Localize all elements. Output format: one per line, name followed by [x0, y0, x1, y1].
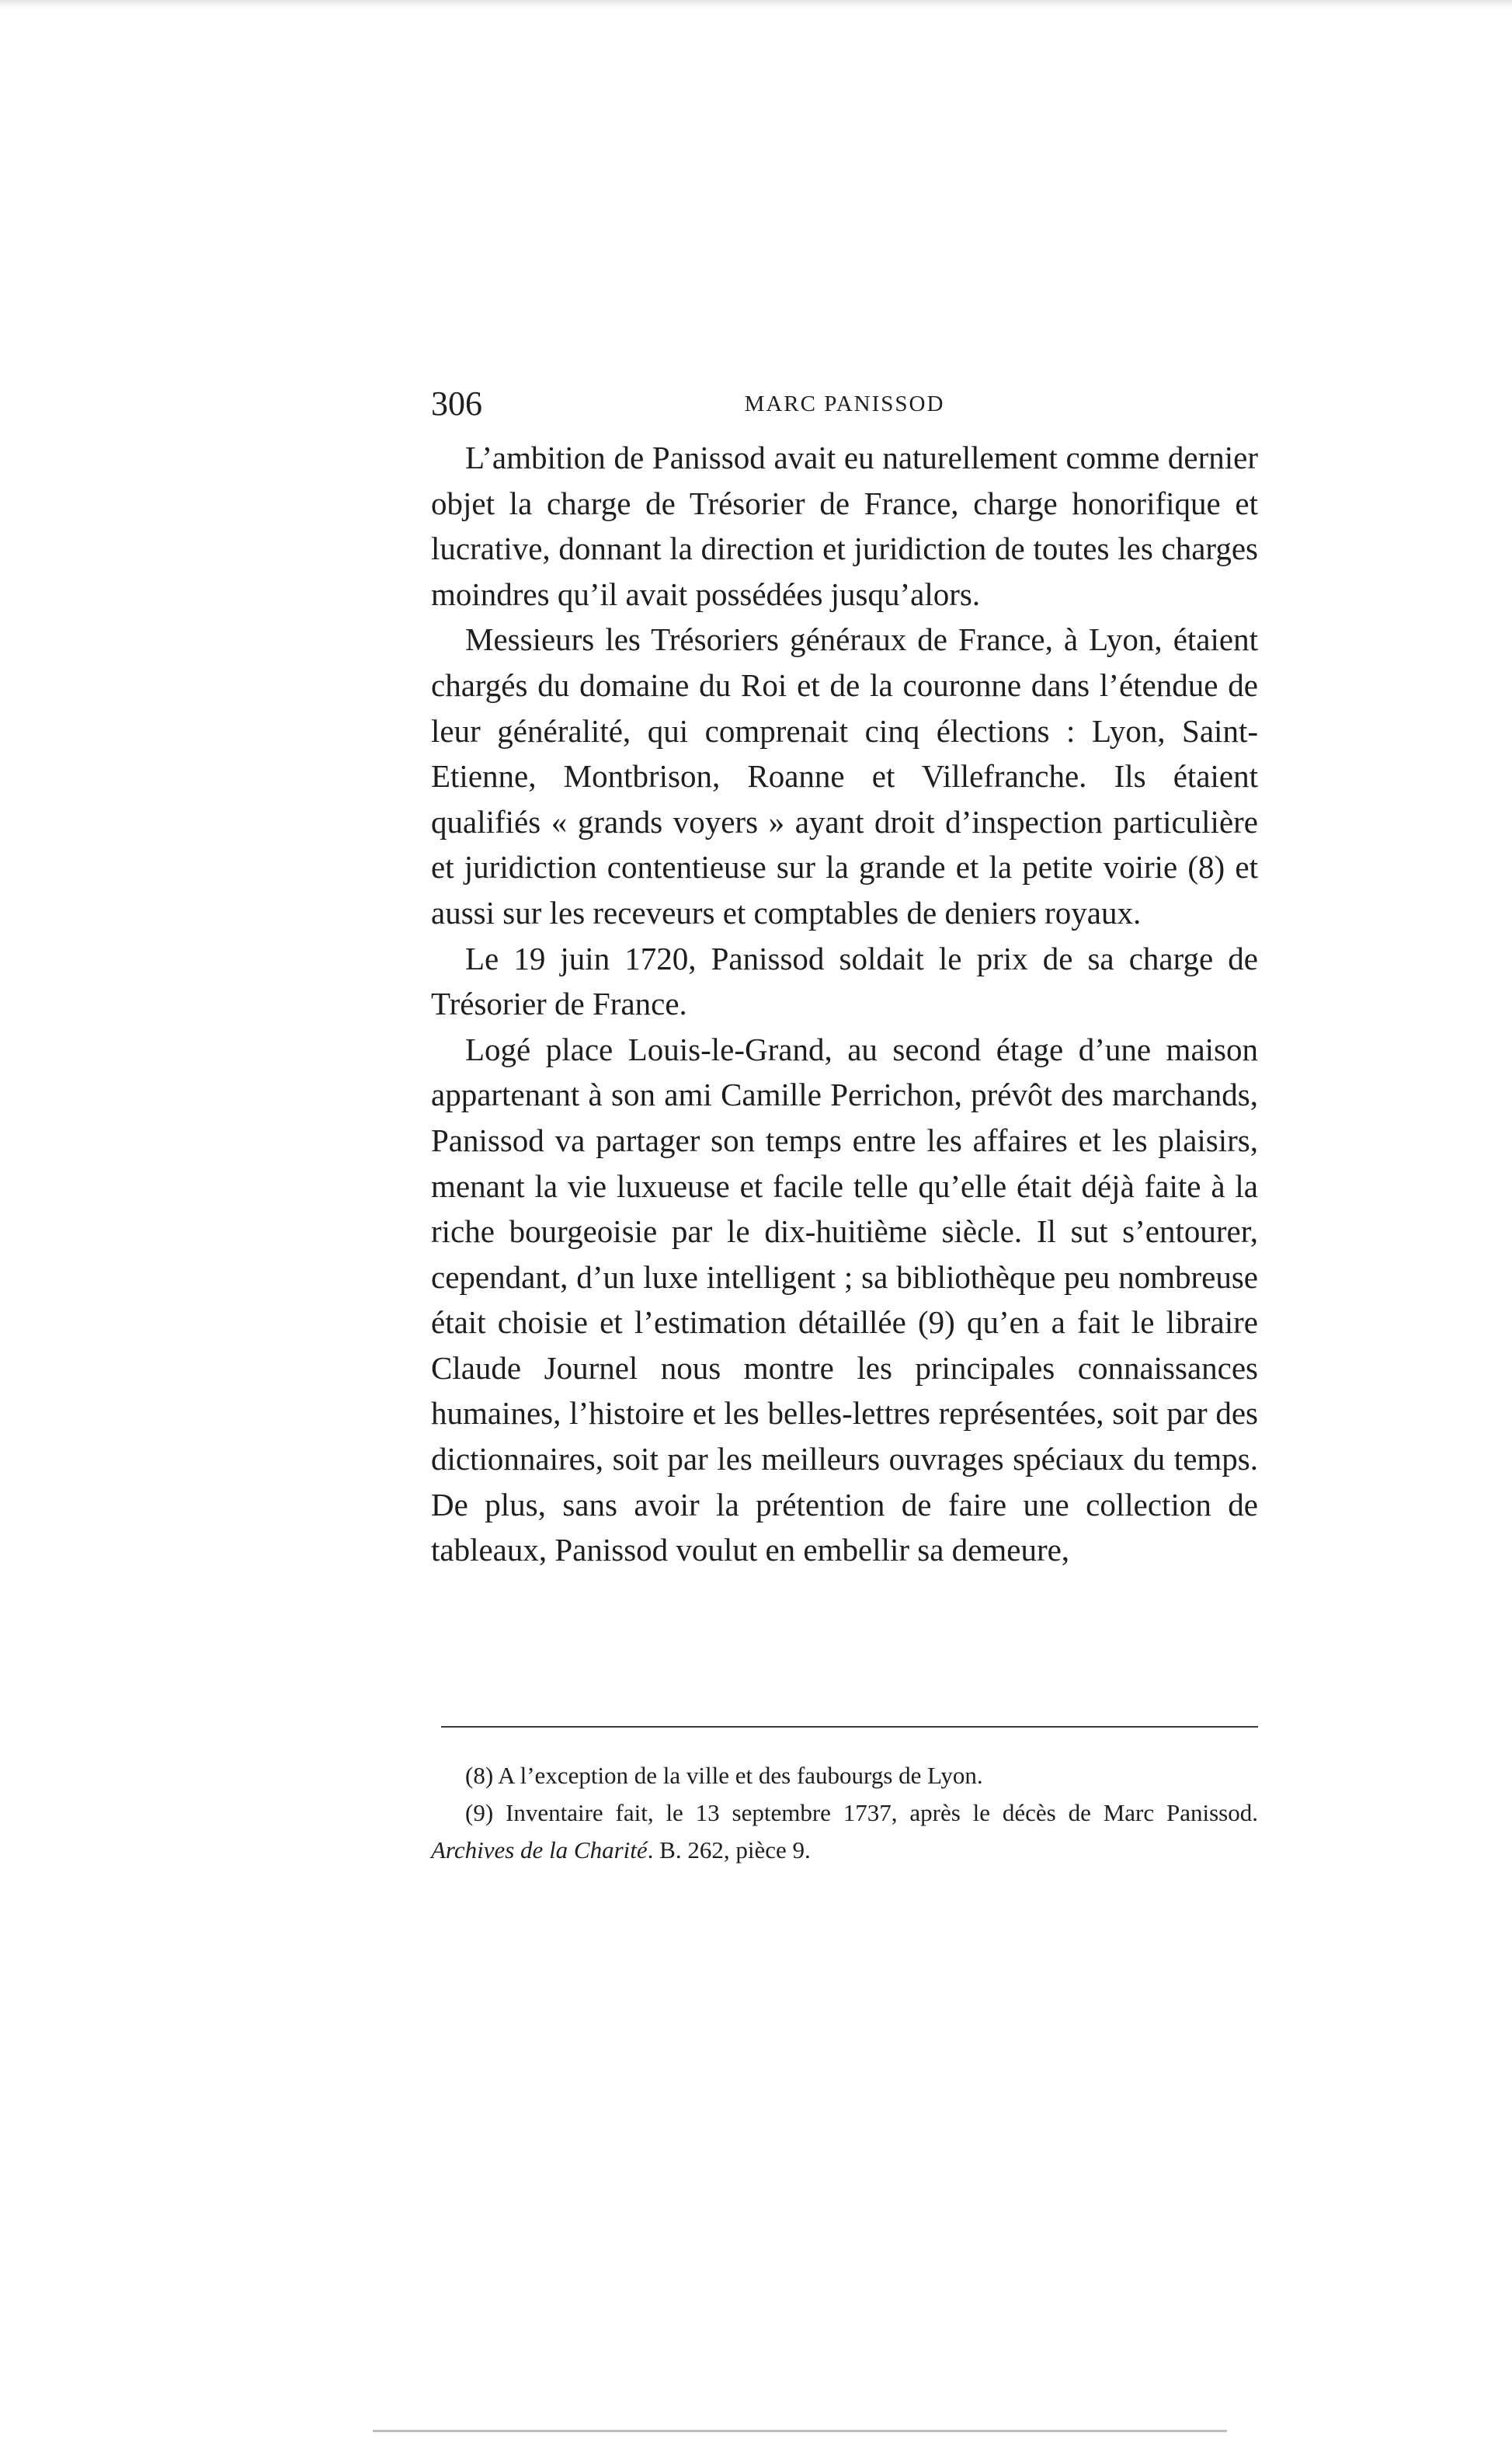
paragraph-1: L’ambition de Panissod avait eu naturellement comme dernier objet la charge de Trésorier de France, charge honorifique et lucrative, donnant la direction et juridiction de toutes les charges moindres qu’il avait possédées jusqu’alors.: [431, 440, 1258, 612]
page-header: [431, 381, 1258, 427]
running-title: MARC PANISSOD: [744, 392, 945, 416]
footnote-9: [431, 1794, 1258, 1869]
body-text: [431, 435, 1258, 1573]
scan-edge-top: [0, 0, 1512, 8]
paragraph-2: Messieurs les Trésoriers généraux de France, à Lyon, étaient chargés du domaine du Roi et de la couronne dans l’étendue de leur généralité, qui comprenait cinq élections : Lyon, Saint-Etienne, Montbrison, Roanne et Villefranche. Ils étaient qualifiés « grands voyers » ayant droit d’inspection particulière et juridiction contentieuse sur la grande et la petite voirie (8) et aussi sur les receveurs et comptables de deniers royaux.: [431, 621, 1258, 931]
footnotes: [431, 1757, 1258, 1869]
footnote-9-reference: . B. 262, pièce 9.: [647, 1836, 811, 1864]
paragraph-3: Le 19 juin 1720, Panissod soldait le prix de sa charge de Trésorier de France.: [431, 940, 1258, 1022]
paragraph-4: Logé place Louis-le-Grand, au second étage d’une maison appartenant à son ami Camille Perrichon, prévôt des marchands, Panissod va partager son temps entre les affaires et les plaisirs, menant la vie luxueuse et facile telle qu’elle était déjà faite à la riche bourgeoisie par le dix-huitième siècle. Il sut s’entourer, cependant, d’un luxe intelligent ; sa bibliothèque peu nombreuse était choisie et l’estimation détaillée (9) qu’en a fait le libraire Claude Journel nous montre les principales connaissances humaines, l’histoire et les belles-lettres représentées, soit par des dictionnaires, soit par les meilleurs ouvrages spéciaux du temps. De plus, sans avoir la prétention de faire une collection de tableaux, Panissod voulut en embellir sa demeure,: [431, 1031, 1258, 1568]
footnote-9-source: Archives de la Charité: [431, 1836, 648, 1864]
footnote-8: (8) A l’exception de la ville et des faubourgs de Lyon.: [465, 1762, 983, 1789]
page-number: 306: [431, 385, 482, 423]
footnote-9-text: (9) Inventaire fait, le 13 septembre 1737, après le décès de Marc Panissod.: [465, 1799, 1258, 1826]
footnote-divider: [441, 1726, 1258, 1728]
scan-edge-bottom: [373, 2430, 1227, 2432]
